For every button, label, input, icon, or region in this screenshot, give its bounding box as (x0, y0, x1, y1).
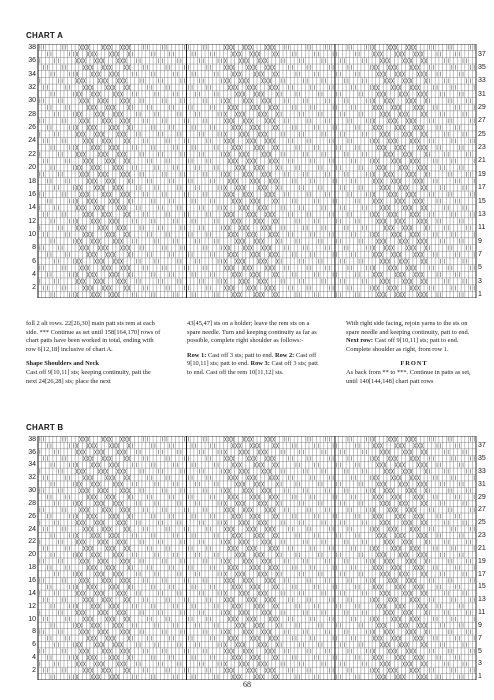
b-row-number-right: 3 (478, 660, 482, 668)
a-row-number-left: 16 (28, 190, 36, 198)
a-row-number-left: 30 (28, 97, 36, 105)
page-number: 68 (243, 680, 251, 689)
a-row-number-left: 24 (28, 137, 36, 145)
b-row-number-right: 11 (478, 609, 486, 617)
b-row-number-right: 33 (478, 467, 486, 475)
chart-a (24, 44, 490, 298)
section-heading: FRONT (400, 360, 428, 368)
a-row-number-left: 18 (28, 177, 36, 185)
a-row-number-right: 35 (478, 63, 486, 71)
b-row-number-right: 27 (478, 506, 486, 514)
b-row-number-left: 18 (28, 564, 36, 572)
b-row-number-left: 22 (28, 538, 36, 546)
b-row-number-left: 14 (28, 589, 36, 597)
chart-a-heading: CHART A (26, 31, 64, 40)
a-row-number-left: 22 (28, 150, 36, 158)
row-label: Row 3: (250, 360, 270, 368)
chart-b-heading: CHART B (26, 423, 64, 432)
b-row-number-right: 13 (478, 596, 486, 604)
row-text: Cast off 9[10,11] sts; patt to end. (187, 351, 317, 368)
b-row-number-right: 7 (478, 634, 482, 642)
a-row-number-right: 1 (478, 291, 482, 299)
paragraph-text: Cast off 9[10,11] sts; keeping continuity, patt the next 24[26,28] sts; place the next (26, 368, 151, 385)
a-row-number-right: 7 (478, 251, 482, 259)
b-row-number-left: 10 (28, 615, 36, 623)
a-row-number-right: 17 (478, 184, 486, 192)
a-row-number-right: 29 (478, 104, 486, 111)
paragraph (346, 320, 482, 354)
b-row-number-right: 29 (478, 493, 486, 501)
b-row-number-left: 6 (32, 641, 36, 649)
b-row-number-left: 20 (28, 551, 36, 559)
b-row-number-left: 12 (28, 602, 36, 610)
a-row-number-right: 21 (478, 157, 486, 165)
row-label: Row 1: (187, 351, 207, 359)
paragraph: 43[45,47] sts on a holder; leave the rem sts on a spare needle. Turn and keeping continuity as far as possible, complete right shoulder as follows:- (187, 320, 317, 345)
paragraph (26, 360, 162, 386)
b-row-number-left: 26 (28, 512, 36, 520)
a-row-number-left: 34 (28, 70, 36, 78)
a-row-number-right: 11 (478, 224, 486, 232)
row-label: Row 2: (274, 351, 295, 359)
b-row-number-right: 37 (478, 442, 486, 450)
a-row-number-right: 3 (478, 277, 482, 285)
a-row-number-left: 2 (32, 284, 36, 292)
a-row-number-right: 13 (478, 210, 486, 218)
b-grid (24, 436, 490, 680)
b-row-number-left: 24 (28, 525, 36, 533)
a-row-number-left: 10 (28, 231, 36, 238)
text-column-1 (26, 320, 162, 392)
b-row-number-left: 38 (28, 435, 36, 443)
chart-b (24, 436, 490, 680)
b-row-number-left: 34 (28, 461, 36, 469)
a-row-number-left: 26 (28, 124, 36, 132)
paragraph (346, 360, 482, 386)
row-text: Cast off 3 sts; patt to end. (207, 351, 274, 359)
a-row-number-left: 12 (28, 217, 36, 225)
b-row-number-right: 25 (478, 519, 486, 527)
b-row-number-right: 17 (478, 570, 486, 578)
a-row-number-left: 38 (28, 43, 36, 51)
a-row-number-right: 27 (478, 117, 486, 125)
a-row-number-left: 4 (32, 271, 36, 279)
b-row-number-right: 35 (478, 454, 486, 462)
b-row-number-left: 30 (28, 487, 36, 495)
a-row-number-left: 20 (28, 164, 36, 172)
b-row-number-right: 19 (478, 557, 486, 565)
b-row-number-left: 36 (28, 448, 36, 456)
a-row-number-left: 36 (28, 57, 36, 65)
a-row-number-right: 19 (478, 170, 486, 178)
b-row-number-left: 28 (28, 499, 36, 507)
a-row-number-right: 37 (478, 50, 486, 58)
text-column-3 (346, 320, 482, 392)
a-row-number-right: 31 (478, 90, 486, 98)
b-row-number-left: 16 (28, 576, 36, 584)
a-row-number-right: 5 (478, 264, 482, 272)
a-row-number-right: 25 (478, 130, 486, 138)
a-row-number-left: 32 (28, 83, 36, 91)
b-row-number-right: 23 (478, 532, 486, 540)
b-row-number-right: 21 (478, 544, 486, 552)
b-row-number-left: 32 (28, 474, 36, 482)
paragraph-text: With right side facing, rejoin yarns to the sts on spare needle and keeping continuity, patt to end. (346, 320, 470, 336)
a-grid (24, 44, 490, 298)
b-row-number-left: 2 (32, 666, 36, 674)
b-row-number-right: 1 (478, 673, 482, 681)
paragraph (187, 352, 323, 378)
paragraph-text: As back from ** to ***. Continue in patts as set, until 140[144,148] chart patt rows (346, 368, 471, 385)
a-row-number-right: 15 (478, 197, 486, 205)
paragraph: foll 2 alt rows. 22[26,30] main patt sts rem at each side. *** Continue as set until 158[164,170] rows of chart patts have been worked in total, ending with row 6[12,18] inclusive of chart A. (26, 320, 161, 353)
a-row-number-left: 28 (28, 110, 36, 118)
row-text: Cast off 9[10,11] sts; patt to end. Complete shoulder as right, from row 1. (346, 337, 459, 353)
row-text: Cast off 3 sts; patt to end. Cast off the rem 10[11,12] sts. (187, 360, 318, 376)
b-row-number-right: 15 (478, 583, 486, 591)
b-row-number-left: 4 (32, 654, 36, 662)
a-row-number-left: 8 (32, 244, 36, 252)
b-row-number-left: 8 (32, 628, 36, 636)
row-label: Next row: (346, 337, 374, 345)
a-row-number-right: 33 (478, 77, 486, 85)
b-row-number-right: 31 (478, 480, 486, 488)
a-row-number-right: 23 (478, 144, 486, 152)
a-row-number-left: 6 (32, 257, 36, 265)
text-column-2 (187, 320, 323, 384)
a-row-number-right: 9 (478, 237, 482, 245)
section-heading: Shape Shoulders and Neck (26, 360, 99, 368)
b-row-number-right: 9 (478, 621, 482, 629)
a-row-number-left: 14 (28, 204, 36, 212)
b-row-number-right: 5 (478, 647, 482, 655)
